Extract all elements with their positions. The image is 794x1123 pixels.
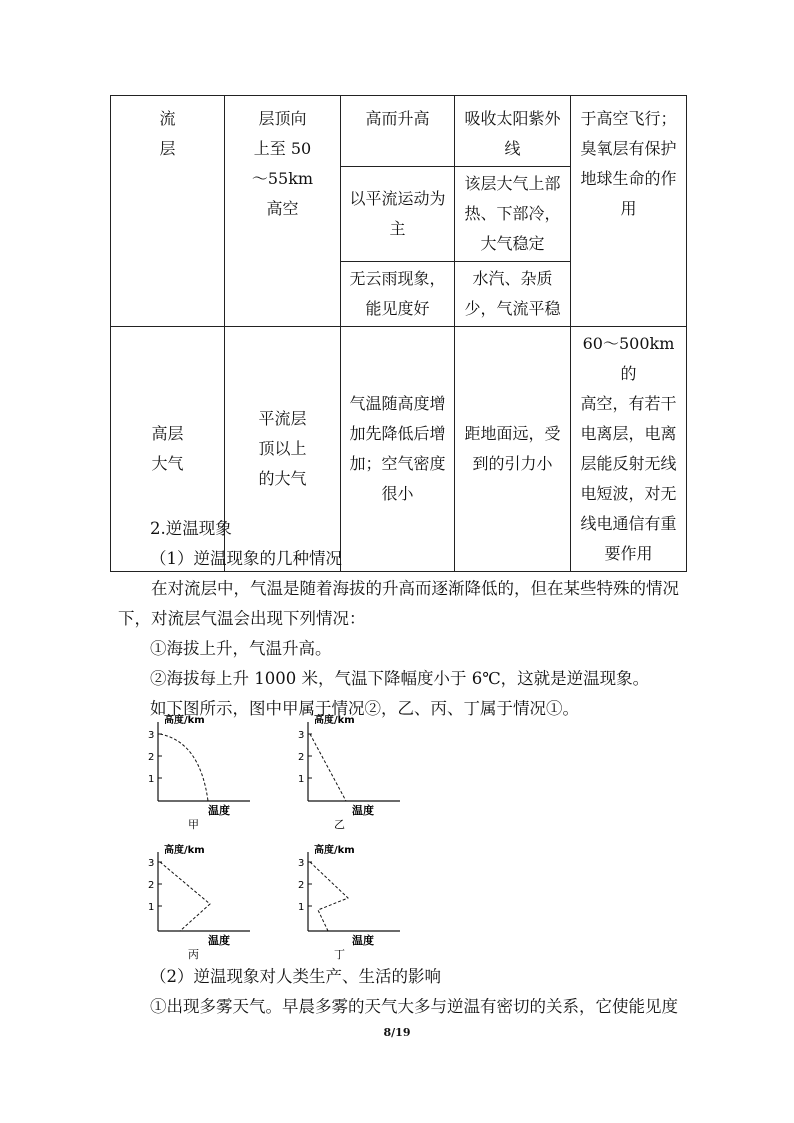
chart-bing <box>138 842 268 964</box>
y-axis-label: 高度/km <box>314 715 355 726</box>
y-axis-label: 高度/km <box>164 845 205 856</box>
y-axis-label: 高度/km <box>314 845 355 856</box>
cell-upper-temp: 气温随高度增 加先降低后增 加；空气密度 很小 <box>341 327 455 572</box>
section-heading: 2.逆温现象 <box>150 519 232 538</box>
cell-strat-temp-2: 以平流运动为 主 <box>341 167 455 262</box>
y-tick-3: 3 <box>298 730 305 741</box>
temperature-line <box>310 734 346 801</box>
page-number: 8/19 <box>383 1026 411 1039</box>
y-tick-3: 3 <box>148 730 155 741</box>
chart-caption: 乙 <box>334 818 345 830</box>
subheading-inversion-effects: （2）逆温现象对人类生产、生活的影响 <box>150 967 441 986</box>
cell-strat-height: 层顶向 上至 50 ～55km 高空 <box>225 96 341 327</box>
y-tick-3: 3 <box>148 858 155 869</box>
cell-strat-temp-3: 无云雨现象， 能见度好 <box>341 262 455 327</box>
y-tick-3: 3 <box>298 858 305 869</box>
list-item-3: ①出现多雾天气。早晨多雾的天气大多与逆温有密切的关系，它使能见度 <box>150 997 678 1016</box>
y-tick-1: 1 <box>148 774 155 785</box>
temperature-curve <box>160 734 208 801</box>
y-tick-2: 2 <box>148 880 155 891</box>
cell-strat-reason-1: 吸收太阳紫外 线 <box>455 96 571 167</box>
x-axis-label: 温度 <box>208 934 230 947</box>
cell-upper-reason: 距地面远，受 到的引力小 <box>455 327 571 572</box>
atmosphere-layers-table <box>110 95 687 572</box>
chart-ding <box>288 842 418 964</box>
cell-upper-height: 平流层 顶以上 的大气 <box>225 327 341 572</box>
x-axis-label: 温度 <box>352 934 374 947</box>
chart-jia <box>138 712 268 834</box>
cell-strat-relation: 于高空飞行； 臭氧层有保护 地球生命的作 用 <box>571 96 687 327</box>
paragraph-figure-intro: 如下图所示，图中甲属于情况②，乙、丙、丁属于情况①。 <box>150 699 579 718</box>
y-tick-2: 2 <box>298 880 305 891</box>
y-tick-1: 1 <box>298 774 305 785</box>
x-axis-label: 温度 <box>352 804 374 817</box>
cell-strat-temp-1: 高而升高 <box>341 96 455 167</box>
subheading-inversion-cases: （1）逆温现象的几种情况 <box>150 549 342 568</box>
cell-upper-relation: 60～500km 的 高空，有若干 电离层，电离 层能反射无线 电短波，对无 线电通信有重 要作用 <box>571 327 687 572</box>
y-axis-label: 高度/km <box>164 715 205 726</box>
y-tick-2: 2 <box>148 752 155 763</box>
cell-strat-name: 流 层 <box>111 96 225 327</box>
temperature-line <box>160 862 210 931</box>
chart-caption: 丙 <box>188 948 199 960</box>
list-item-2: ②海拔每上升 1000 米，气温下降幅度小于 6℃，这就是逆温现象。 <box>150 669 650 688</box>
x-axis-label: 温度 <box>208 804 230 817</box>
cell-upper-name: 高层 大气 <box>111 327 225 572</box>
list-item-1: ①海拔上升，气温升高。 <box>150 639 332 658</box>
paragraph-troposphere: 在对流层中，气温是随着海拔的升高而逐渐降低的，但在某些特殊的情况下，对流层气温会出现下列情况： <box>118 579 679 628</box>
y-tick-2: 2 <box>298 752 305 763</box>
chart-caption: 丁 <box>334 948 345 960</box>
cell-strat-reason-3: 水汽、杂质 少，气流平稳 <box>455 262 571 327</box>
y-tick-1: 1 <box>148 902 155 913</box>
chart-caption: 甲 <box>188 818 199 830</box>
temperature-line <box>310 862 348 931</box>
cell-strat-reason-2: 该层大气上部 热、下部冷， 大气稳定 <box>455 167 571 262</box>
chart-yi <box>288 712 418 834</box>
y-tick-1: 1 <box>298 902 305 913</box>
